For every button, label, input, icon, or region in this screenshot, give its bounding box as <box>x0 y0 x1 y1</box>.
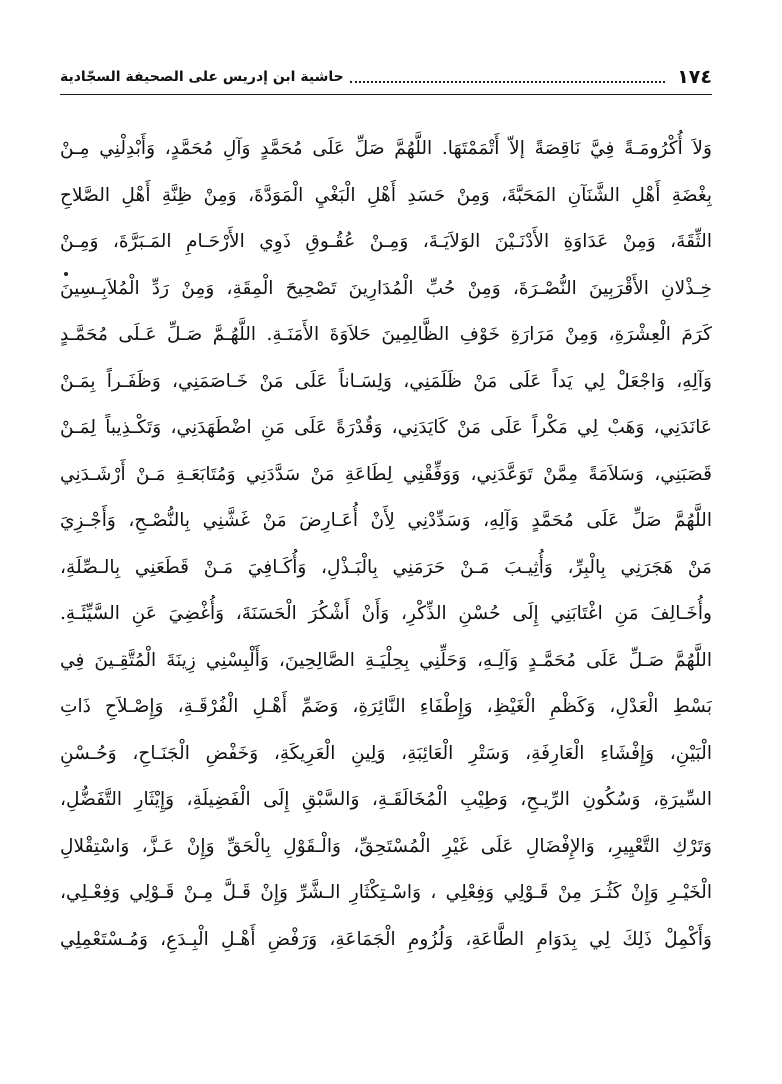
page-header <box>60 60 712 90</box>
text-line: بِغْضَةِ أَهْلِ الشَّنَآنِ المَحَبَّةَ، وَمِنْ حَسَدِ أَهْلِ الْبَغْيِ الْمَوَدَّةَ، وَمِنْ ظِنَّةِ أَهْلِ الصَّلاحِ <box>60 184 712 206</box>
text-line: الْخَيْـرِ وَإِنْ كَثُـرَ مِنْ قَـوْلِي وَفِعْلِي ، وَاسْـتِكْثَارِ الـشَّرِّ وَإِنْ قَـلَّ مِـنْ قَـوْلِي وَفِعْـلِي، <box>60 882 712 903</box>
text-line: وَلاَ أُكْرُومَـةً فِيَّ نَاقِصَةً إلاّ أَتْمَمْتَهَا. اللَّهُمَّ صَلِّ عَلَى مُحَمَّدٍ وَآلِ مُحَمَّدٍ، وَأَبْدِلْنِي مِـنْ <box>60 138 712 159</box>
text-line: الْبَيْنِ، وَإِفْشَاءِ الْعَارِفَةِ، وَسَتْرِ الْعَائِبَةِ، وَلِينِ الْعَرِيكَةِ، وَخَفْضِ الْجَنَـاحِ، وَحُـسْنِ <box>60 742 712 764</box>
text-line: وَتَرْكِ التَّعْيِيرِ، وَالإِفْضَالِ عَلَى غَيْرِ الْمُسْتَحِقِّ، وَالْـقَوْلِ بِالْحَقِّ وَإِنْ عَـزَّ، وَاسْتِقْلالِ <box>60 835 712 857</box>
text-line: عَانَدَنِي، وَهَبْ لِي مَكْراً عَلَى مَنْ كَايَدَنِي، وَقُدْرَةً عَلَى مَنِ اضْطَهَدَنِي، وَتَكْـذِيباً لِمَـنْ <box>60 417 712 438</box>
text-line: اللَّهُمَّ صَـلِّ عَلَى مُحَمَّـدٍ وَآلِـهِ، وَحَلِّنِي بِحِلْيَـةِ الصَّالِحِينَ، وَأَلْبِسْنِي زِينَةَ الْمُتَّقِـينَ فِي <box>60 649 712 671</box>
text-line: مَنْ هَجَرَنِي بِالْبِرِّ، وَأُثِيـبَ مَـنْ حَرَمَنِي بِالْبَـذْلِ، وَأُكَـافِيَ مَـنْ قَطَعَنِي بِالـصِّلَةِ، <box>60 556 712 578</box>
text-line: كَرَمَ الْعِشْرَةِ، وَمِنْ مَرَارَةِ خَوْفِ الظَّالِمِينَ حَلاَوَةَ الأَمَنَـةِ. اللَّهُـمَّ صَـلِّ عَـلَى مُحَمَّـدٍ <box>60 324 712 345</box>
running-title: حاشية ابن إدريس على الصحيفة السجّادية <box>60 69 344 85</box>
text-line: اللَّهُمَّ صَلِّ عَلَى مُحَمَّدٍ وَآلِهِ، وَسَدِّدْنِي لِأَنْ أُعَـارِضَ مَنْ غَشَّنِي بِالنُّصْـحِ، وَأَجْـزِيَ <box>60 510 712 531</box>
text-line: الثِّقَةَ، وَمِنْ عَدَاوَةِ الأَدْنَـيْنَ الوَلاَيَـةَ، وَمِـنْ عُقُـوقِ ذَوِي الأَرْحَـامِ المَـبَرَّةَ، وَمِـنْ <box>60 231 712 252</box>
text-line: وأُخَـالِفَ مَنِ اغْتَابَنِي إِلَى حُسْنِ الذِّكْرِ، وَأَنْ أَشْكُرَ الْحَسَنَةَ، وَأُغْضِيَ عَنِ السَّيِّئَـةِ. <box>60 603 712 624</box>
dotted-leader <box>350 81 666 83</box>
text-line: بَسْطِ الْعَدْلِ، وَكَظْمِ الْغَيْظِ، وَإِطْفَاءِ النَّائِرَةِ، وَضَمِّ أَهْـلِ الْفُرْقَـةِ، وَإِصْـلاَحِ ذَاتِ <box>60 696 712 717</box>
body-text <box>60 126 712 963</box>
text-line: وَآلِهِ، وَاجْعَلْ لِي يَداً عَلَى مَنْ ظَلَمَنِي، وَلِسَـاناً عَلَى مَنْ خَـاصَمَنِي، وَظَفَـراً بِمَـنْ <box>60 370 712 392</box>
header-rule <box>60 94 712 95</box>
text-line: قَصَبَنِي، وَسَلاَمَةً مِمَّنْ تَوَعَّدَنِي، وَوَفِّقْنِي لِطَاعَةِ مَنْ سَدَّدَنِي وَمُتَابَعَـةِ مَـنْ أَرْشَـدَنِي <box>60 463 712 485</box>
text-line: خِـذْلانِ الأَقْرَبِينَ النُّصْـرَةَ، وَمِنْ حُبِّ الْمُدَارِينَ تَصْحِيحَ الْمِقَةِ، وَمِنْ رَدِّ الْمُلاَبِـسِينَ <box>60 277 712 299</box>
text-line: وَأَكْمِلْ ذَلِكَ لِي بِدَوَامِ الطَّاعَةِ، وَلُزُومِ الْجَمَاعَةِ، وَرَفْضِ أَهْـلِ الْبِـدَعِ، وَمُـسْتَعْمِلِي <box>60 928 712 950</box>
text-line: السِّيرَةِ، وَسُكُونِ الرِّيـحِ، وَطِيْبِ الْمُخَالَقَـةِ، وَالسَّبْقِ إِلَى الْفَضِيلَةِ، وَإِيْثَارِ التَّفَضُّلِ، <box>60 789 712 810</box>
page-number: ١٧٤ <box>677 66 712 88</box>
